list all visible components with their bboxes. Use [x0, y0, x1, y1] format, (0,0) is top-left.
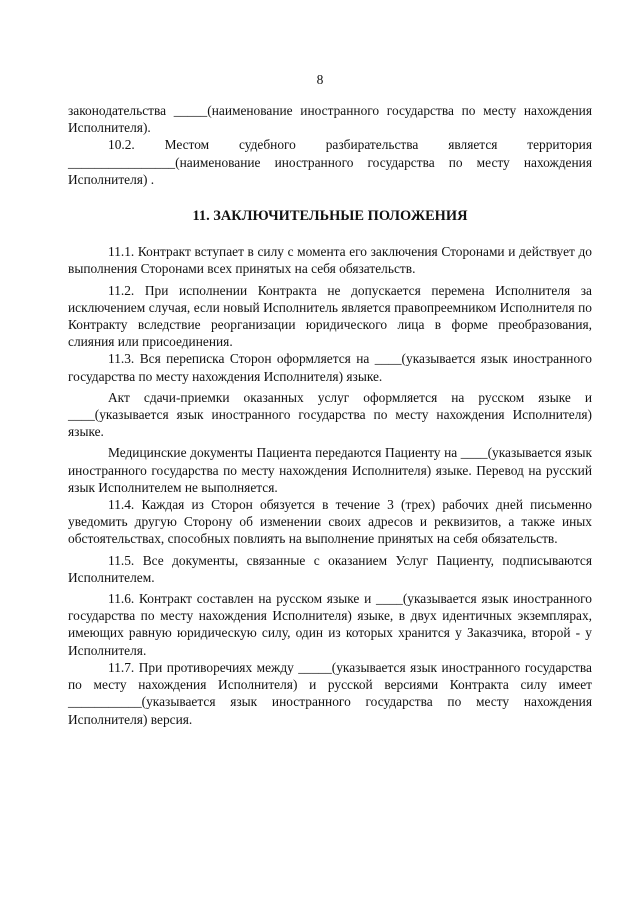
paragraph-11-6: 11.6. Контракт составлен на русском языке и ____(указывается язык иностранного государства по месту нахождения Исполнителя) языке, в двух идентичных экземплярах, имеющих равную юридическую силу, один из которых хранится у Заказчика, второй - у Исполнителя.: [68, 591, 592, 658]
section-heading: 11. ЗАКЛЮЧИТЕЛЬНЫЕ ПОЛОЖЕНИЯ: [192, 208, 468, 225]
paragraph-act: Акт сдачи-приемки оказанных услуг оформляется на русском языке и ____(указывается язык иностранного государства по месту нахождения Исполнителя) языке.: [68, 389, 592, 440]
paragraph-11-5: 11.5. Все документы, связанные с оказанием Услуг Пациенту, подписываются Исполнителем.: [68, 552, 592, 585]
paragraph-11-4: 11.4. Каждая из Сторон обязуется в течение 3 (трех) рабочих дней письменно уведомить другую Сторону об изменении своих адресов и реквизитов, а также иных обстоятельствах, способных повлиять на выполнение принятых на себя обязательств.: [68, 497, 592, 547]
paragraph-continuation: законодательства _____(наименование иностранного государства по месту нахождения Исполнителя).: [68, 103, 592, 136]
paragraph-11-1: 11.1. Контракт вступает в силу с момента его заключения Сторонами и действует до выполнения Сторонами всех принятых на себя обязательств.: [68, 244, 592, 277]
paragraph-11-7: 11.7. При противоречиях между _____(указывается язык иностранного государства по месту нахождения Исполнителя) и русской версиями Контракта силу имеет ___________(указывается язык иностранного государства по месту нахождения Исполнителя) версия.: [68, 659, 592, 727]
paragraph-10-2: 10.2. Местом судебного разбирательства является территория ________________(наименование иностранного государства по месту нахождения Исполнителя) .: [68, 137, 592, 187]
paragraph-11-3: 11.3. Вся переписка Сторон оформляется на ____(указывается язык иностранного государства по месту нахождения Исполнителя) языке.: [68, 351, 592, 384]
paragraph-medical-docs: Медицинские документы Пациента передаются Пациенту на ____(указывается язык иностранного государства по месту нахождения Исполнителя) языке. Перевод на русский язык Исполнителем не выполняется.: [68, 445, 592, 495]
document-body: [68, 102, 592, 728]
paragraph-11-2: 11.2. При исполнении Контракта не допускается перемена Исполнителя за исключением случая, если новый Исполнитель является правопреемником Исполнителя по Контракту вследствие реорганизации юридического лица в форме преобразования, слияния или присоединения.: [68, 282, 592, 350]
page-number: 8: [316, 72, 324, 87]
